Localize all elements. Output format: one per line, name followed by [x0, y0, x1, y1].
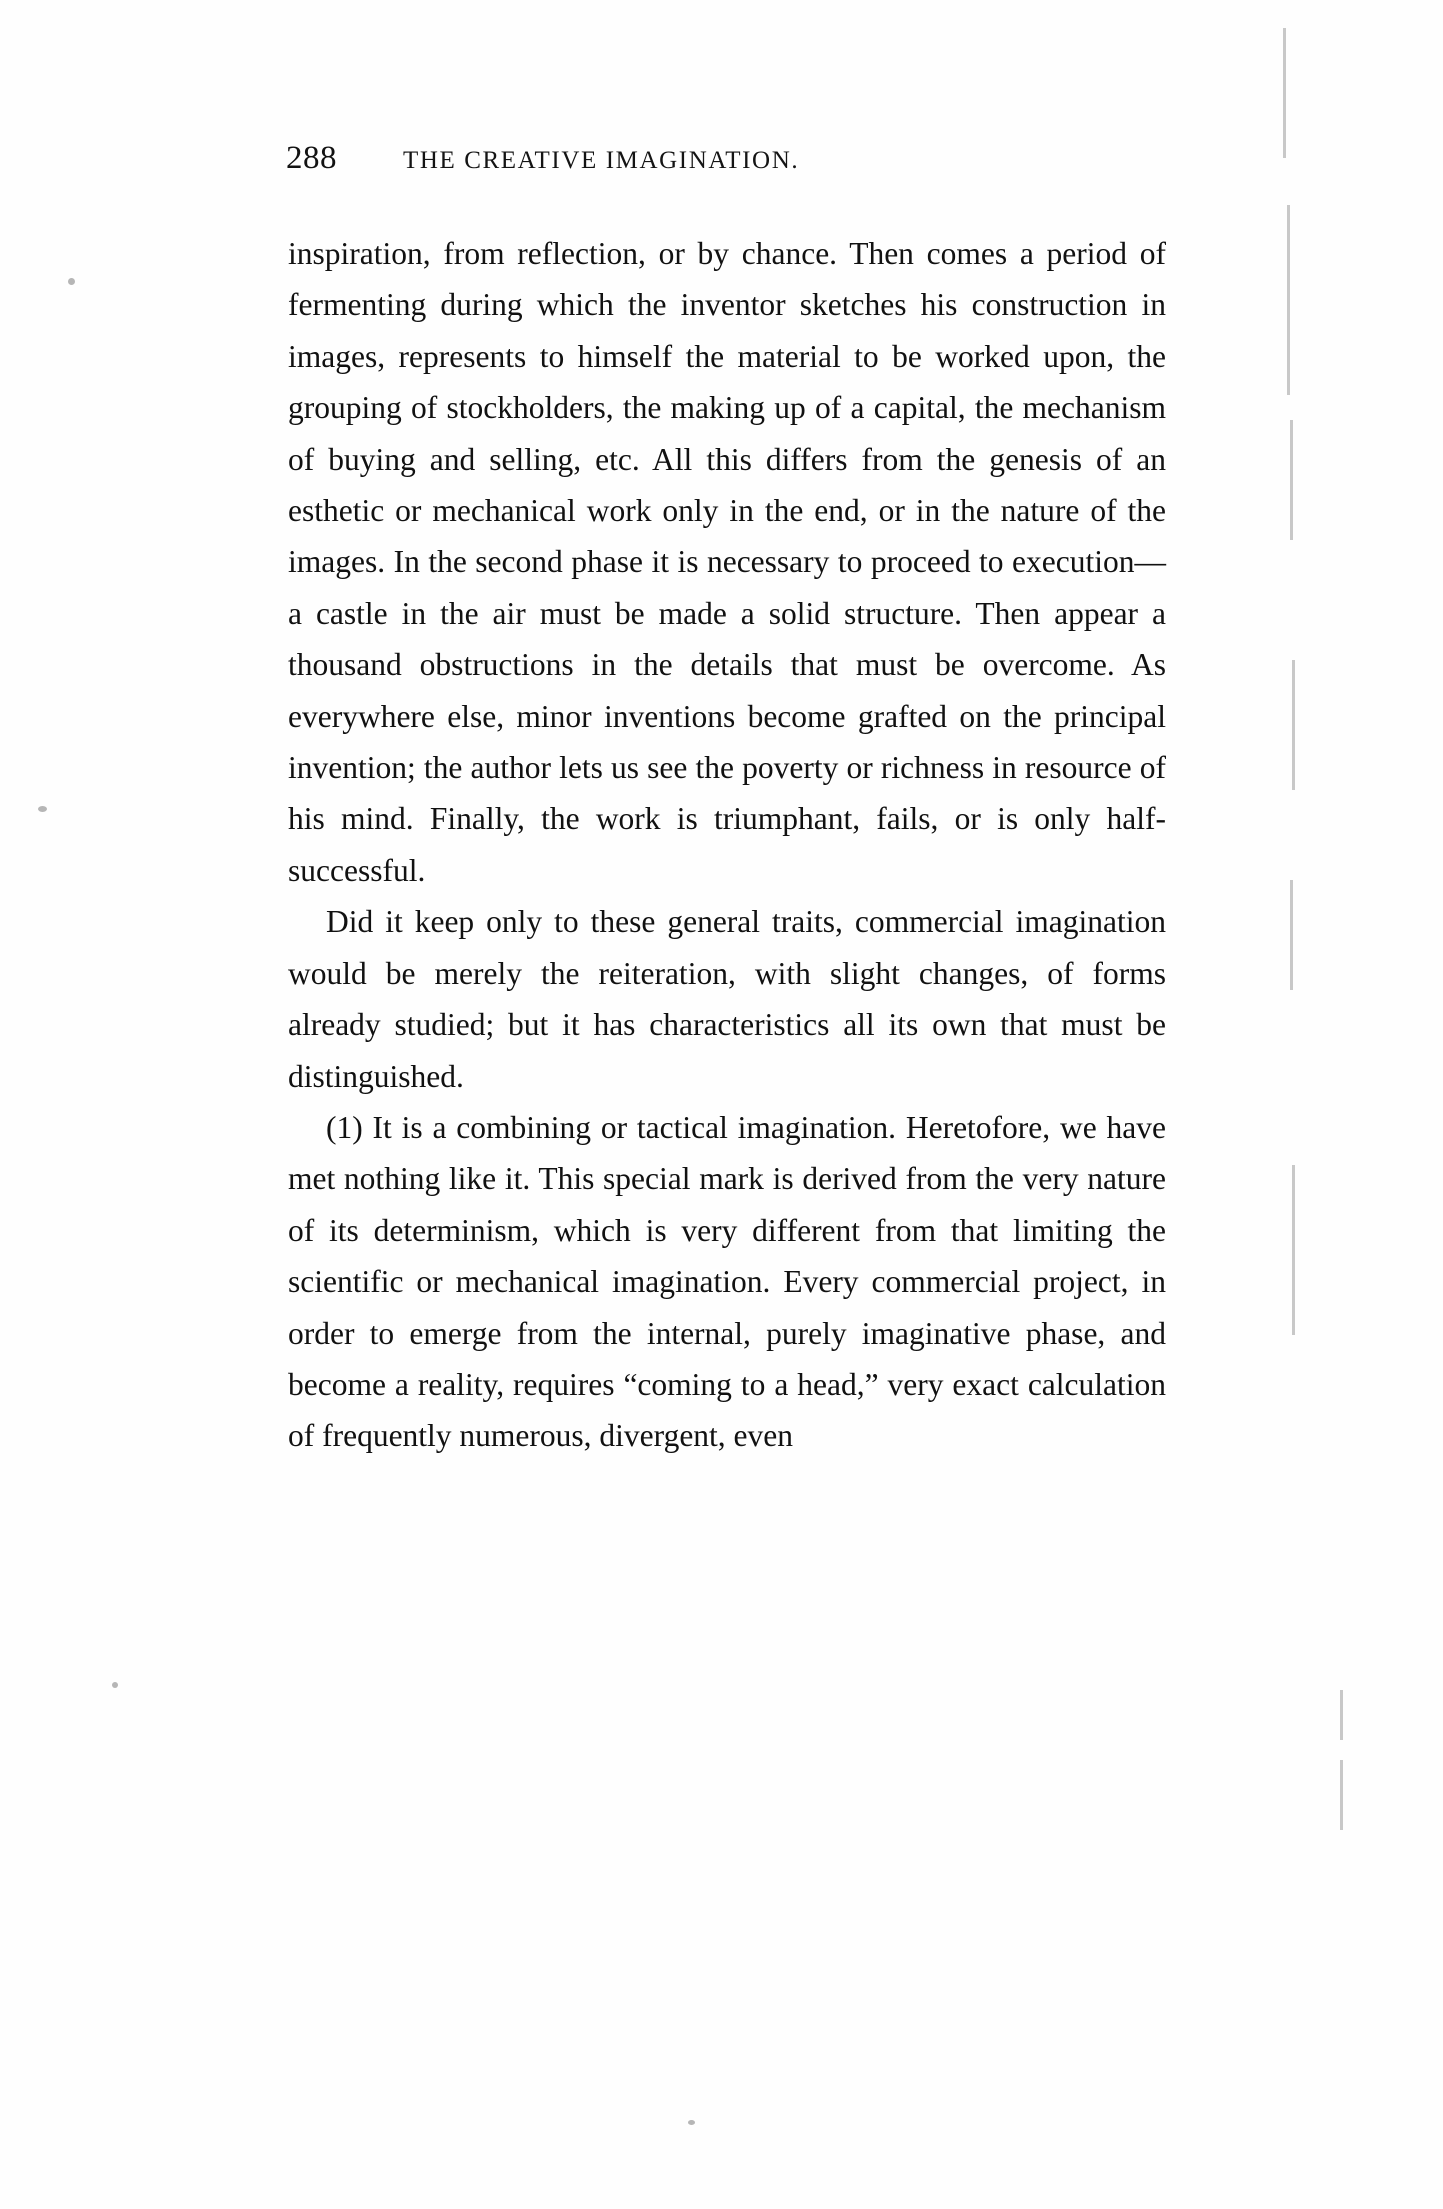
- paragraph: (1) It is a combining or tactical imagination. Heretofore, we have met nothing like it. This special mark is derived from the very nature of its determinism, which is very different from that limiting the scientific or mechanical imagination. Every commercial project, in order to emerge from the internal, purely imaginative phase, and become a reality, requires “coming to a head,” very exact calculation of frequently numerous, divergent, even: [288, 1109, 1166, 1454]
- running-title: THE CREATIVE IMAGINATION.: [403, 147, 800, 174]
- page-edge-artifact: [1340, 1760, 1343, 1830]
- page-edge-artifact: [1292, 1165, 1295, 1335]
- scan-speck: [38, 806, 47, 812]
- scan-speck: [688, 2120, 695, 2125]
- page-edge-artifact: [1290, 420, 1293, 540]
- page-body: [288, 228, 1166, 1462]
- scan-speck: [68, 278, 75, 285]
- page-edge-artifact: [1283, 28, 1286, 158]
- page-header: [286, 140, 1166, 180]
- scan-speck: [112, 1682, 118, 1688]
- paragraph: inspiration, from reflection, or by chance. Then comes a period of fermenting during which the inventor sketches his construction in images, represents to himself the material to be worked upon, the grouping of stockholders, the making up of a capital, the mechanism of buying and selling, etc. All this differs from the genesis of an esthetic or mechanical work only in the end, or in the nature of the images. In the second phase it is necessary to proceed to execution—a castle in the air must be made a solid structure. Then appear a thousand obstructions in the details that must be overcome. As everywhere else, minor inventions become grafted on the principal invention; the author lets us see the poverty or richness in resource of his mind. Finally, the work is triumphant, fails, or is only half-successful.: [288, 236, 1166, 888]
- page-number: 288: [286, 140, 337, 176]
- page-edge-artifact: [1290, 880, 1293, 990]
- page-edge-artifact: [1292, 660, 1295, 790]
- page-edge-artifact: [1340, 1690, 1343, 1740]
- page-edge-artifact: [1287, 205, 1290, 395]
- paragraph: Did it keep only to these general traits, commercial imagination would be merely the reiteration, with slight changes, of forms already studied; but it has characteristics all its own that must be distinguished.: [288, 904, 1166, 1094]
